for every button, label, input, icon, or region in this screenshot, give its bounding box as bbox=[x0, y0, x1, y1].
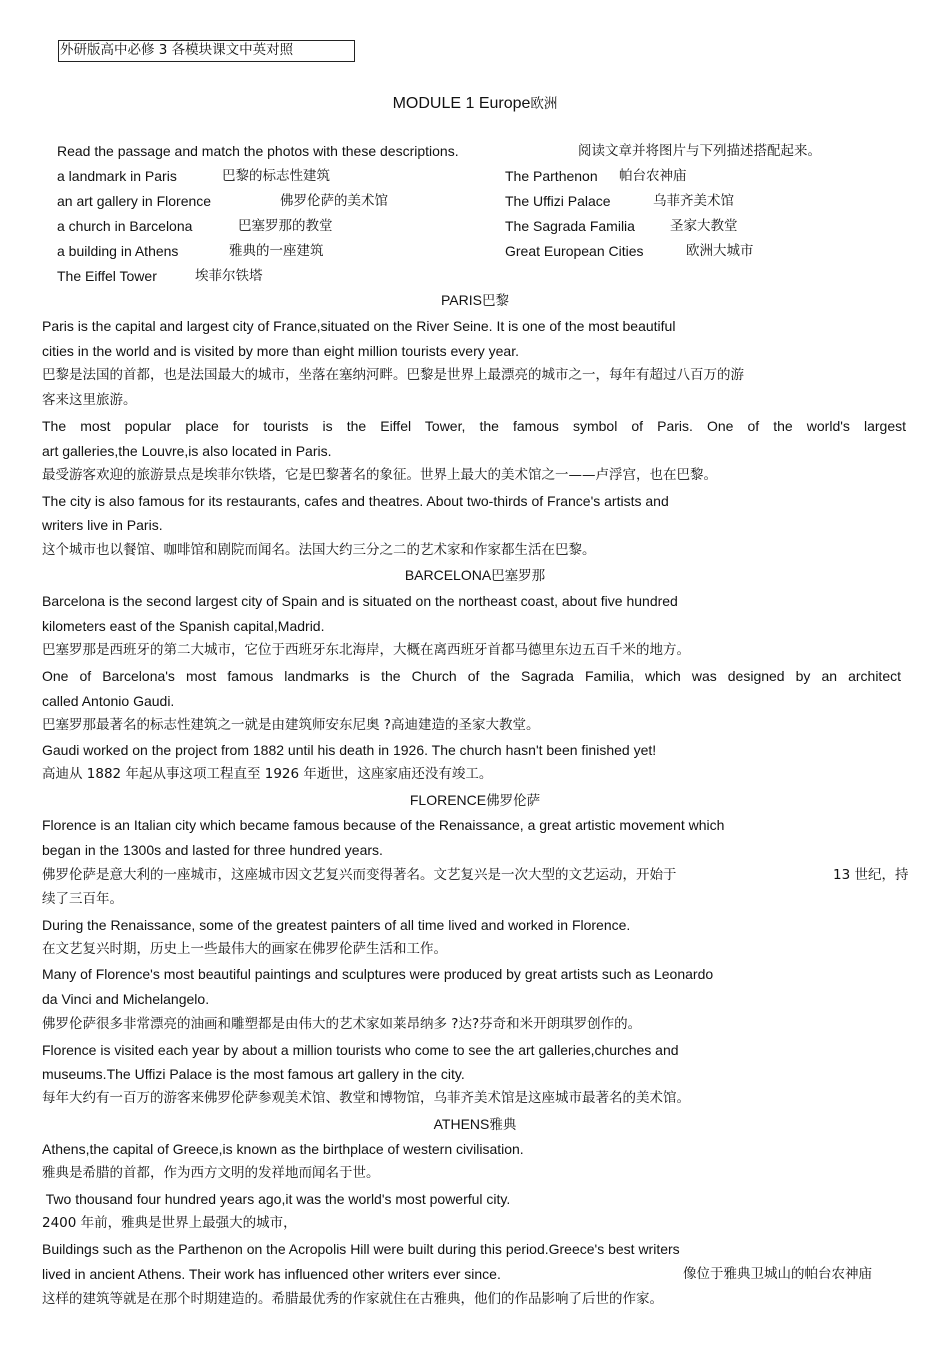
heading-en: BARCELONA bbox=[404, 567, 492, 583]
paragraph-line-zh: 佛罗伦萨很多非常漂亮的油画和雕塑都是由伟大的艺术家如莱昂纳多 ?达?芬奇和米开朗琪罗创作的。 bbox=[42, 1016, 642, 1032]
paragraph-line-zh: 高迪从 1882 年起从事这项工程直至 1926 年逝世，这座家庙还没有竣工。 bbox=[42, 766, 493, 782]
paragraph-line: Paris is the capital and largest city of France,situated on the River Seine. It is one of the most beautiful bbox=[42, 318, 676, 334]
paragraph-line-zh: 巴塞罗那是西班牙的第二大城市，它位于西班牙东北海岸，大概在离西班牙首都马德里东边五百千米的地方。 bbox=[42, 642, 690, 658]
heading-zh: 佛罗伦萨 bbox=[486, 793, 541, 809]
header-label: 外研版高中必修 3 各模块课文中英对照 bbox=[60, 42, 294, 58]
section-heading-paris bbox=[0, 291, 950, 310]
list-item-zh: 埃菲尔铁塔 bbox=[195, 268, 263, 284]
list-item-zh: 帕台农神庙 bbox=[619, 168, 687, 184]
paragraph-line: One of Barcelona's most famous landmarks is the Church of the Sagrada Familia, which was designed by an architect bbox=[42, 668, 901, 684]
list-item: a landmark in Paris bbox=[57, 168, 177, 184]
paragraph-line-zh: 在文艺复兴时期，历史上一些最伟大的画家在佛罗伦萨生活和工作。 bbox=[42, 941, 447, 957]
paragraph-line: Florence is visited each year by about a million tourists who come to see the art galleries,churches and bbox=[42, 1042, 679, 1058]
heading-en: ATHENS bbox=[433, 1116, 490, 1132]
heading-en: PARIS bbox=[441, 292, 482, 308]
paragraph-line: Florence is an Italian city which became famous because of the Renaissance, a great artistic movement which bbox=[42, 817, 725, 833]
list-item-zh: 佛罗伦萨的美术馆 bbox=[280, 193, 388, 209]
list-item-zh: 欧洲大城市 bbox=[686, 243, 754, 259]
paragraph-line-zh: 巴塞罗那最著名的标志性建筑之一就是由建筑师安东尼奥 ?高迪建造的圣家大教堂。 bbox=[42, 717, 540, 733]
paragraph-line-zh: 续了三百年。 bbox=[42, 891, 123, 907]
list-item-zh: 巴黎的标志性建筑 bbox=[222, 168, 330, 184]
paragraph-line-zh: 这个城市也以餐馆、咖啡馆和剧院而闻名。法国大约三分之二的艺术家和作家都生活在巴黎。 bbox=[42, 542, 596, 558]
paragraph-line-zh: 巴黎是法国的首都，也是法国最大的城市，坐落在塞纳河畔。巴黎是世界上最漂亮的城市之一，每年有超过八百万的游 bbox=[42, 367, 744, 383]
list-item: The Parthenon bbox=[505, 168, 598, 184]
page-title-en: MODULE 1 Europe bbox=[392, 95, 531, 112]
paragraph-line: began in the 1300s and lasted for three hundred years. bbox=[42, 842, 383, 858]
paragraph-line: The city is also famous for its restaurants, cafes and theatres. About two-thirds of France's artists and bbox=[42, 493, 669, 509]
section-heading-athens bbox=[0, 1115, 950, 1134]
page-title bbox=[0, 92, 950, 113]
list-item: a church in Barcelona bbox=[57, 218, 193, 234]
paragraph-line: called Antonio Gaudi. bbox=[42, 693, 175, 709]
paragraph-line-zh: 2400 年前，雅典是世界上最强大的城市， bbox=[42, 1215, 297, 1231]
list-item: an art gallery in Florence bbox=[57, 193, 212, 209]
paragraph-line: museums.The Uffizi Palace is the most famous art gallery in the city. bbox=[42, 1066, 465, 1082]
list-item-zh: 圣家大教堂 bbox=[670, 218, 738, 234]
paragraph-line: Athens,the capital of Greece,is known as the birthplace of western civilisation. bbox=[42, 1141, 524, 1157]
paragraph-line: writers live in Paris. bbox=[42, 517, 163, 533]
paragraph-line: lived in ancient Athens. Their work has influenced other writers ever since. bbox=[42, 1266, 501, 1282]
paragraph-line-zh: 每年大约有一百万的游客来佛罗伦萨参观美术馆、教堂和博物馆，乌菲齐美术馆是这座城市最著名的美术馆。 bbox=[42, 1090, 690, 1106]
paragraph-line: da Vinci and Michelangelo. bbox=[42, 991, 210, 1007]
paragraph-line: Buildings such as the Parthenon on the Acropolis Hill were built during this period.Greece's best writers bbox=[42, 1241, 680, 1257]
list-item: a building in Athens bbox=[57, 243, 179, 259]
paragraph-line: The most popular place for tourists is the Eiffel Tower, the famous symbol of Paris. One of the world's largest bbox=[42, 418, 906, 434]
paragraph-line: Two thousand four hundred years ago,it was the world's most powerful city. bbox=[42, 1191, 511, 1207]
section-heading-florence bbox=[0, 791, 950, 810]
paragraph-line: During the Renaissance, some of the greatest painters of all time lived and worked in Florence. bbox=[42, 917, 631, 933]
paragraph-line: kilometers east of the Spanish capital,Madrid. bbox=[42, 618, 325, 634]
paragraph-line-zh: 客来这里旅游。 bbox=[42, 392, 137, 408]
heading-en: FLORENCE bbox=[409, 792, 487, 808]
paragraph-line: art galleries,the Louvre,is also located in Paris. bbox=[42, 443, 332, 459]
paragraph-line-zh: 13 世纪，持 bbox=[833, 867, 909, 883]
list-item: The Sagrada Familia bbox=[505, 218, 635, 234]
list-item: The Uffizi Palace bbox=[505, 193, 611, 209]
paragraph-line-zh: 这样的建筑等就是在那个时期建造的。希腊最优秀的作家就住在古雅典，他们的作品影响了后世的作家。 bbox=[42, 1291, 663, 1307]
heading-zh: 巴塞罗那 bbox=[491, 568, 546, 584]
page-title-zh: 欧洲 bbox=[530, 96, 558, 112]
list-item: Great European Cities bbox=[505, 243, 644, 259]
paragraph-line: Many of Florence's most beautiful paintings and sculptures were produced by great artists such as Leonardo bbox=[42, 966, 714, 982]
paragraph-line: Gaudi worked on the project from 1882 until his death in 1926. The church hasn't been finished yet! bbox=[42, 742, 657, 758]
paragraph-line-zh: 佛罗伦萨是意大利的一座城市，这座城市因文艺复兴而变得著名。文艺复兴是一次大型的文艺运动，开始于 bbox=[42, 867, 677, 883]
paragraph-line: Barcelona is the second largest city of Spain and is situated on the northeast coast, about five hundred bbox=[42, 593, 678, 609]
instruction-en: Read the passage and match the photos with these descriptions. bbox=[57, 143, 459, 159]
paragraph-line-zh: 像位于雅典卫城山的帕台农神庙 bbox=[683, 1266, 872, 1282]
paragraph-line: cities in the world and is visited by more than eight million tourists every year. bbox=[42, 343, 519, 359]
paragraph-line-zh: 最受游客欢迎的旅游景点是埃菲尔铁塔，它是巴黎著名的象征。世界上最大的美术馆之一——卢浮宫，也在巴黎。 bbox=[42, 467, 717, 483]
paragraph-line-zh: 雅典是希腊的首都，作为西方文明的发祥地而闻名于世。 bbox=[42, 1165, 380, 1181]
list-item-zh: 乌菲齐美术馆 bbox=[653, 193, 734, 209]
section-heading-barcelona bbox=[0, 566, 950, 585]
list-item-zh: 巴塞罗那的教堂 bbox=[238, 218, 333, 234]
instruction-zh: 阅读文章并将图片与下列描述搭配起来。 bbox=[578, 143, 821, 159]
list-item-zh: 雅典的一座建筑 bbox=[229, 243, 324, 259]
heading-zh: 雅典 bbox=[489, 1117, 517, 1133]
heading-zh: 巴黎 bbox=[481, 293, 509, 309]
list-item: The Eiffel Tower bbox=[57, 268, 157, 284]
